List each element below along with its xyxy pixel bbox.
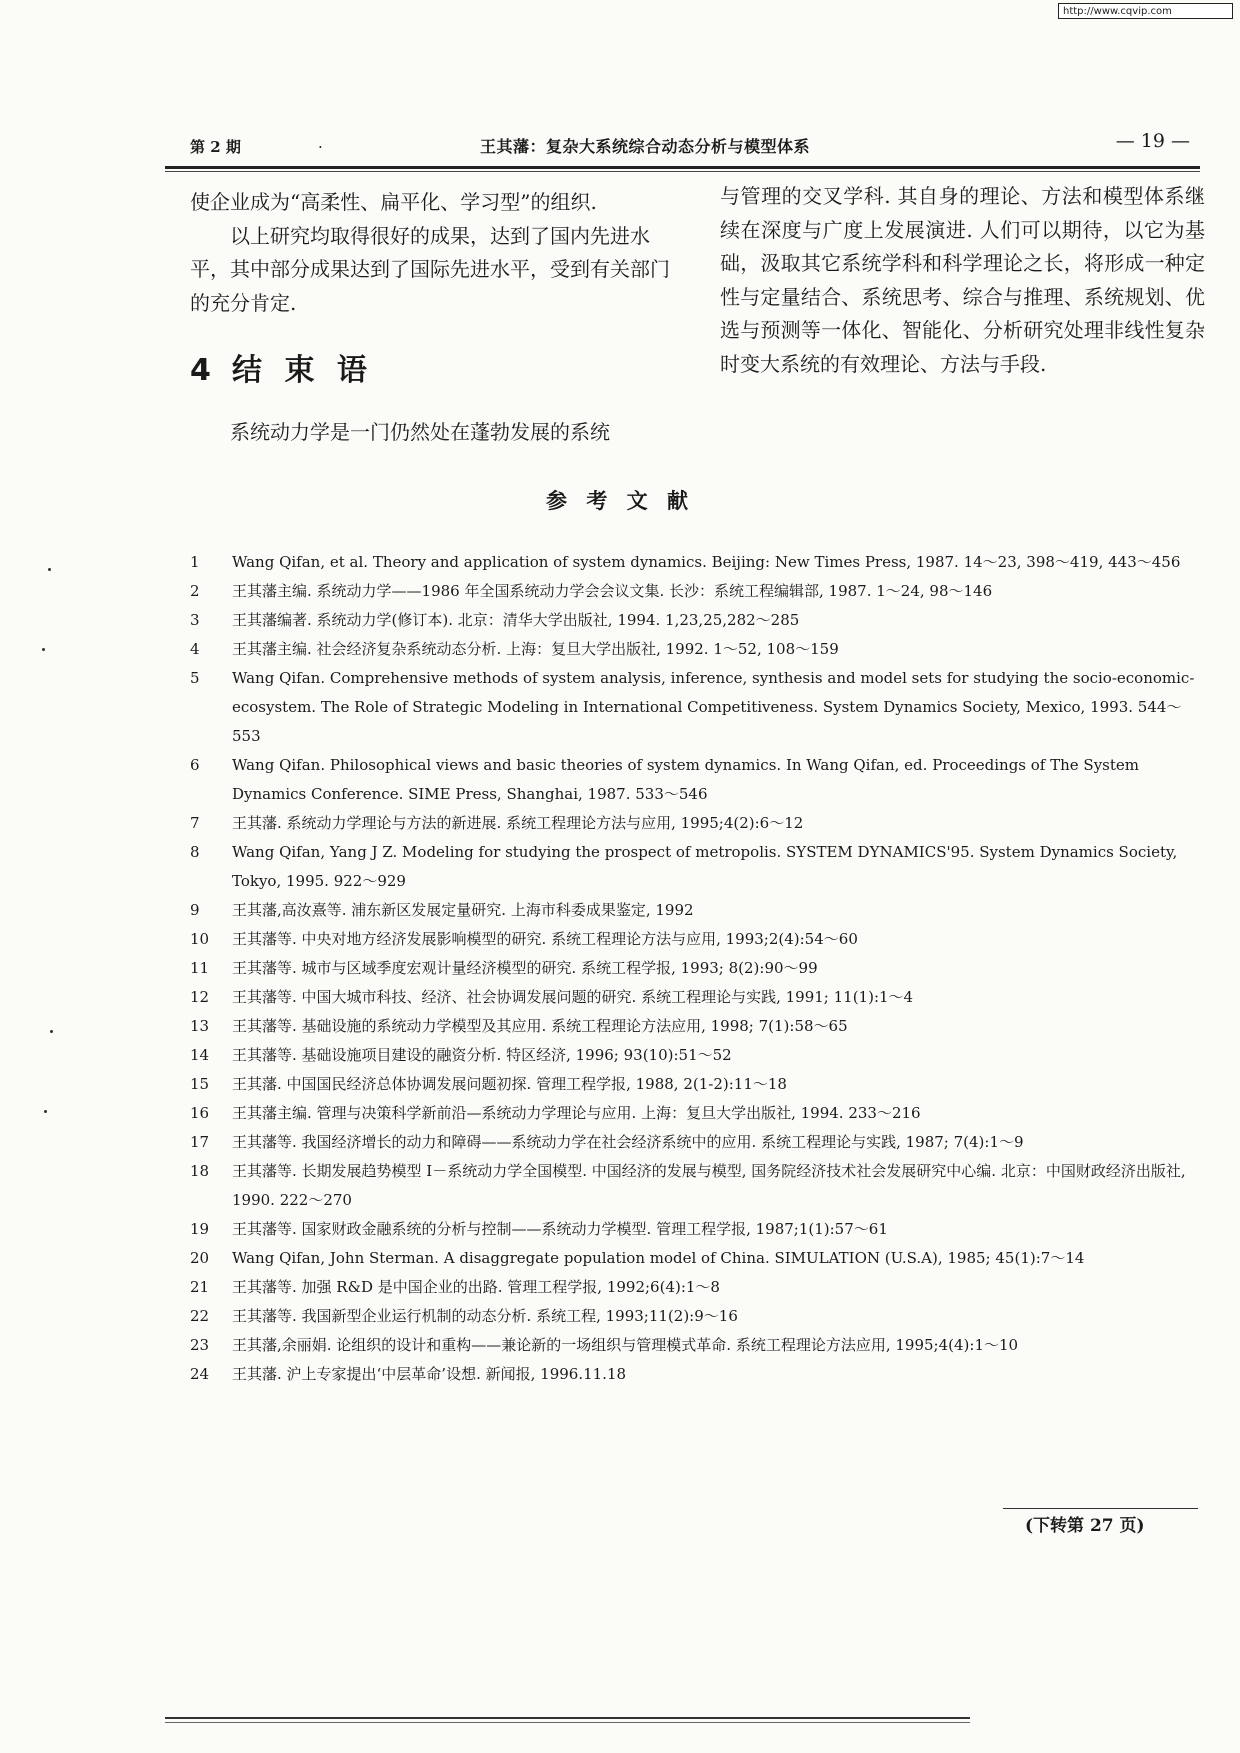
reference-item xyxy=(190,548,1202,577)
scan-speck xyxy=(50,1030,53,1033)
reference-text: 王其藩主编. 社会经济复杂系统动态分析. 上海：复旦大学出版社, 1992. 1～52, 108～159 xyxy=(232,640,839,658)
reference-item xyxy=(190,838,1202,896)
reference-item xyxy=(190,606,1202,635)
reference-item xyxy=(190,1012,1202,1041)
reference-number: 8 xyxy=(190,843,200,861)
scan-speck xyxy=(42,648,45,651)
reference-item xyxy=(190,1099,1202,1128)
reference-number: 10 xyxy=(190,930,210,948)
reference-number: 23 xyxy=(190,1336,210,1354)
running-title: 王其藩：复杂大系统综合动态分析与模型体系 xyxy=(480,137,811,156)
reference-text: Wang Qifan. Comprehensive methods of system analysis, inference, synthesis and model sets for studying the socio-economic-ecosystem. The Role of Strategic Modeling in International Competitiveness. System Dynamics Society, Mexico, 1993. 544～553 xyxy=(232,669,1195,745)
reference-number: 4 xyxy=(190,640,200,658)
reference-item xyxy=(190,1302,1202,1331)
reference-item xyxy=(190,664,1202,751)
reference-list xyxy=(190,548,1202,1389)
reference-item xyxy=(190,809,1202,838)
reference-number: 15 xyxy=(190,1075,210,1093)
reference-item xyxy=(190,896,1202,925)
running-header xyxy=(190,130,1200,164)
reference-item xyxy=(190,1244,1202,1273)
reference-number: 2 xyxy=(190,582,200,600)
reference-item xyxy=(190,577,1202,606)
reference-number: 24 xyxy=(190,1365,210,1383)
reference-number: 19 xyxy=(190,1220,210,1238)
reference-text: 王其藩. 系统动力学理论与方法的新进展. 系统工程理论方法与应用, 1995;4(2):6～12 xyxy=(232,814,804,832)
conclusion-paragraph xyxy=(190,416,680,449)
reference-text: 王其藩等. 基础设施的系统动力学模型及其应用. 系统工程理论方法应用, 1998; 7(1):58～65 xyxy=(232,1017,848,1035)
right-paragraph: 与管理的交叉学科. 其自身的理论、方法和模型体系继续在深度与广度上发展演进. 人们可以期待，以它为基础，汲取其它系统学科和科学理论之长，将形成一种定性与定量结合、系统思考、综合与推理、系统规划、优选与预测等一体化、智能化、分析研究处理非线性复杂时变大系统的有效理论、方法与手段. xyxy=(720,184,1205,376)
reference-item xyxy=(190,1331,1202,1360)
reference-item xyxy=(190,1157,1202,1215)
reference-number: 14 xyxy=(190,1046,210,1064)
reference-item xyxy=(190,1070,1202,1099)
reference-number: 5 xyxy=(190,669,200,687)
left-paragraph-2: 以上研究均取得很好的成果，达到了国内先进水平，其中部分成果达到了国际先进水平，受到有关部门的充分肯定. xyxy=(190,223,670,315)
reference-text: 王其藩等. 城市与区域季度宏观计量经济模型的研究. 系统工程学报, 1993; 8(2):90～99 xyxy=(232,959,818,977)
reference-item xyxy=(190,635,1202,664)
conclusion-text: 系统动力学是一门仍然处在蓬勃发展的系统 xyxy=(230,420,610,444)
reference-number: 6 xyxy=(190,756,200,774)
reference-number: 1 xyxy=(190,553,200,571)
reference-text: 王其藩等. 基础设施项目建设的融资分析. 特区经济, 1996; 93(10):51～52 xyxy=(232,1046,732,1064)
reference-number: 7 xyxy=(190,814,200,832)
reference-number: 11 xyxy=(190,959,210,977)
reference-item xyxy=(190,751,1202,809)
reference-number: 17 xyxy=(190,1133,210,1151)
reference-text: 王其藩. 沪上专家提出‘中层革命’设想. 新闻报, 1996.11.18 xyxy=(232,1365,627,1383)
reference-text: 王其藩主编. 管理与决策科学新前沿—系统动力学理论与应用. 上海：复旦大学出版社, 1994. 233～216 xyxy=(232,1104,921,1122)
reference-number: 22 xyxy=(190,1307,210,1325)
reference-text: 王其藩等. 中央对地方经济发展影响模型的研究. 系统工程理论方法与应用, 1993;2(4):54～60 xyxy=(232,930,858,948)
section-heading xyxy=(190,345,373,389)
scan-speck xyxy=(48,568,51,571)
reference-text: Wang Qifan. Philosophical views and basic theories of system dynamics. In Wang Qifan, ed. Proceedings of The System Dynamics Conference. SIME Press, Shanghai, 1987. 533～546 xyxy=(232,756,1140,803)
reference-text: 王其藩等. 中国大城市科技、经济、社会协调发展问题的研究. 系统工程理论与实践, 1991; 11(1):1～4 xyxy=(232,988,914,1006)
continued-rule xyxy=(1003,1508,1198,1509)
reference-text: 王其藩,余丽娟. 论组织的设计和重构——兼论新的一场组织与管理模式革命. 系统工程理论方法应用, 1995;4(4):1～10 xyxy=(232,1336,1019,1354)
reference-item xyxy=(190,1360,1202,1389)
reference-number: 16 xyxy=(190,1104,210,1122)
reference-item xyxy=(190,1041,1202,1070)
left-column xyxy=(190,186,680,320)
footer-rule-thin xyxy=(165,1722,970,1723)
reference-number: 13 xyxy=(190,1017,210,1035)
reference-text: 王其藩等. 我国经济增长的动力和障碍——系统动力学在社会经济系统中的应用. 系统工程理论与实践, 1987; 7(4):1～9 xyxy=(232,1133,1024,1151)
reference-number: 21 xyxy=(190,1278,210,1296)
right-column xyxy=(720,180,1205,381)
header-dot: . xyxy=(318,134,323,152)
reference-number: 20 xyxy=(190,1249,210,1267)
reference-number: 3 xyxy=(190,611,200,629)
reference-text: 王其藩. 中国国民经济总体协调发展问题初探. 管理工程学报, 1988, 2(1-2):11～18 xyxy=(232,1075,787,1093)
reference-text: Wang Qifan, John Sterman. A disaggregate population model of China. SIMULATION (U.S.A), 1985; 45(1):7～14 xyxy=(232,1249,1085,1267)
reference-text: 王其藩等. 加强 R&D 是中国企业的出路. 管理工程学报, 1992;6(4):1～8 xyxy=(232,1278,720,1296)
left-paragraph-1: 使企业成为“高柔性、扁平化、学习型”的组织. xyxy=(190,190,597,214)
reference-text: Wang Qifan, et al. Theory and application of system dynamics. Beijing: New Times Press, 1987. 14～23, 398～419, 443～456 xyxy=(232,553,1181,571)
reference-text: 王其藩主编. 系统动力学——1986 年全国系统动力学会会议文集. 长沙：系统工程编辑部, 1987. 1～24, 98～146 xyxy=(232,582,993,600)
reference-text: 王其藩等. 长期发展趋势模型 I－系统动力学全国模型. 中国经济的发展与模型, 国务院经济技术社会发展研究中心编. 北京：中国财政经济出版社, 1990. 222～270 xyxy=(232,1162,1186,1209)
scan-speck xyxy=(44,1110,47,1113)
page-number: — 19 — xyxy=(1115,130,1190,152)
reference-number: 18 xyxy=(190,1162,210,1180)
header-rule xyxy=(165,166,1200,169)
footer-rule xyxy=(165,1717,970,1719)
reference-item xyxy=(190,925,1202,954)
reference-number: 12 xyxy=(190,988,210,1006)
source-url-box: http://www.cqvip.com xyxy=(1058,3,1233,19)
reference-text: 王其藩,高汝熹等. 浦东新区发展定量研究. 上海市科委成果鉴定, 1992 xyxy=(232,901,694,919)
header-rule-thin xyxy=(165,171,1200,172)
reference-item xyxy=(190,954,1202,983)
continued-note xyxy=(1003,1508,1198,1538)
reference-text: 王其藩等. 我国新型企业运行机制的动态分析. 系统工程, 1993;11(2):9～16 xyxy=(232,1307,738,1325)
reference-text: 王其藩等. 国家财政金融系统的分析与控制——系统动力学模型. 管理工程学报, 1987;1(1):57～61 xyxy=(232,1220,888,1238)
section-number: 4 xyxy=(190,353,217,388)
reference-item xyxy=(190,1273,1202,1302)
reference-text: Wang Qifan, Yang J Z. Modeling for studying the prospect of metropolis. SYSTEM DYNAMICS'95. System Dynamics Society, Tokyo, 1995. 922～929 xyxy=(232,843,1178,890)
references-title: 参 考 文 献 xyxy=(546,489,694,513)
continued-text: (下转第 27 页) xyxy=(1025,1516,1145,1536)
reference-item xyxy=(190,1128,1202,1157)
reference-item xyxy=(190,983,1202,1012)
issue-number: 第 2 期 xyxy=(190,138,241,156)
section-title: 结 束 语 xyxy=(232,353,373,388)
reference-item xyxy=(190,1215,1202,1244)
reference-text: 王其藩编著. 系统动力学(修订本). 北京：清华大学出版社, 1994. 1,23,25,282～285 xyxy=(232,611,800,629)
reference-number: 9 xyxy=(190,901,200,919)
